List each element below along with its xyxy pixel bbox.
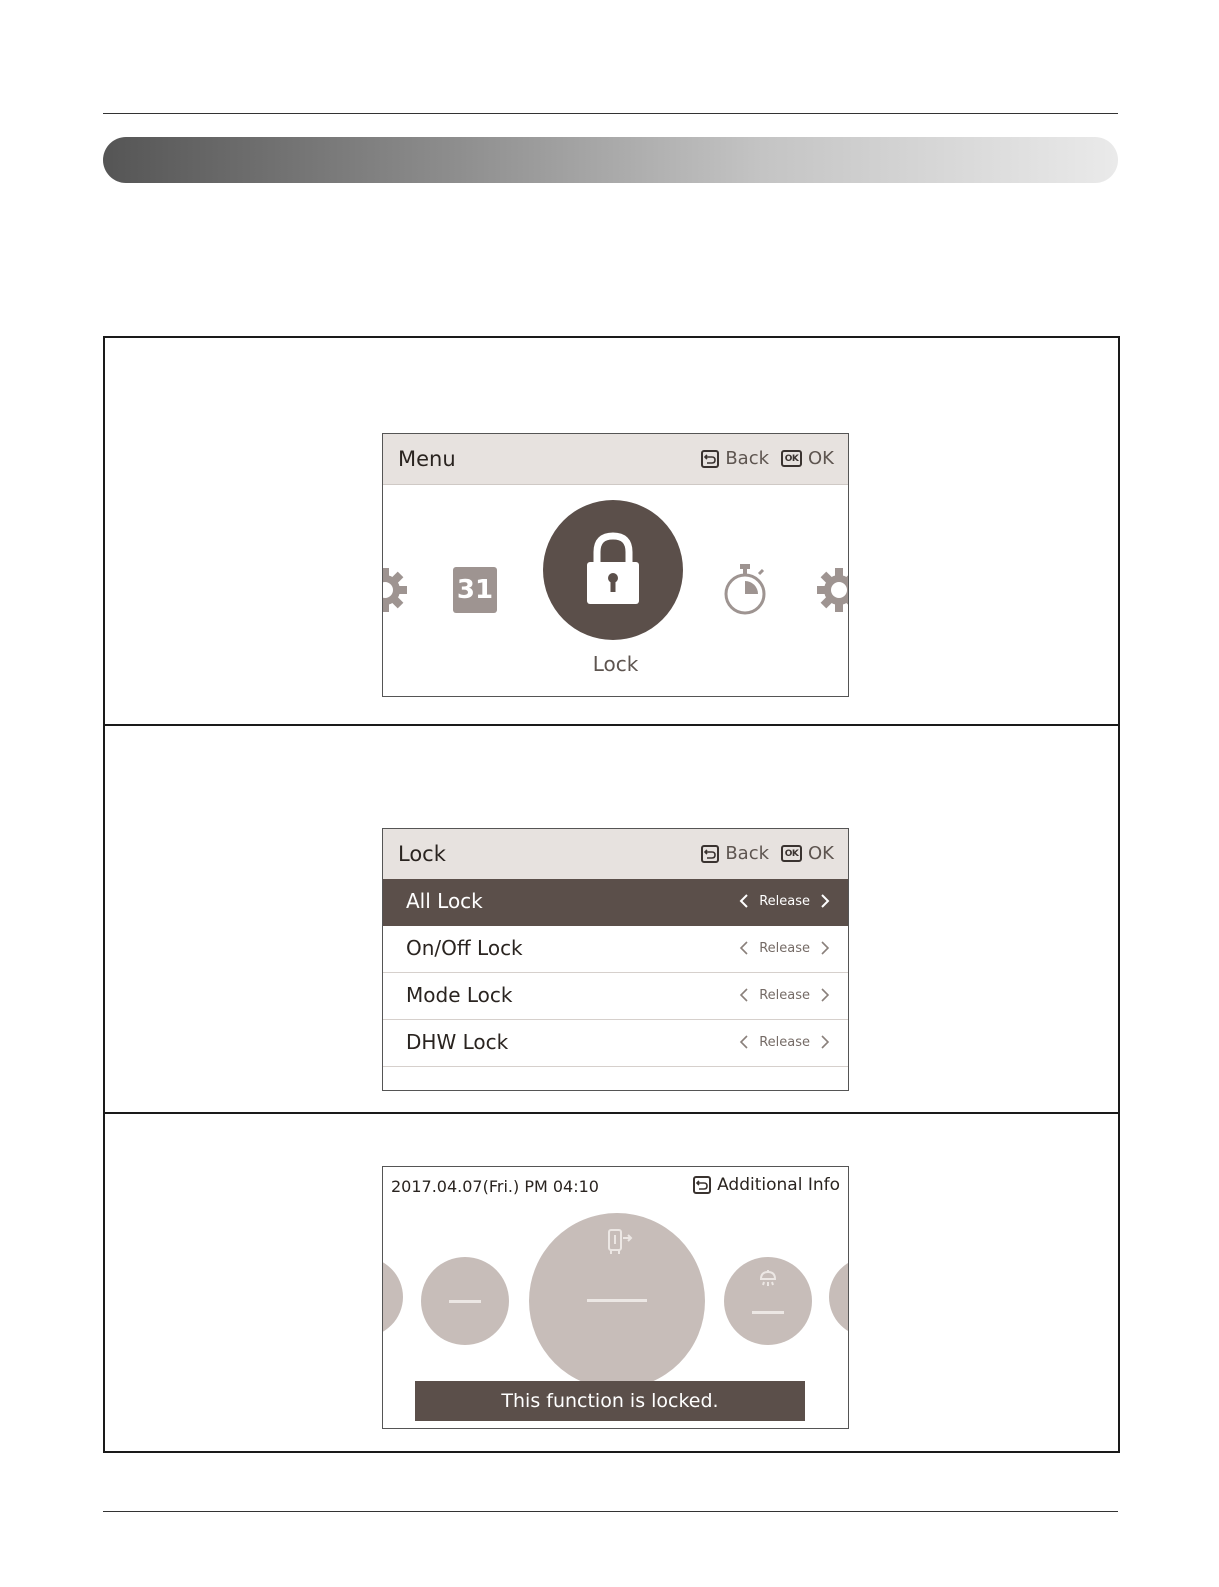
lock-row-mode-lock[interactable] bbox=[383, 973, 848, 1020]
ok-icon[interactable]: OK bbox=[781, 845, 802, 862]
back-icon[interactable] bbox=[701, 845, 719, 863]
status-bubble[interactable] bbox=[724, 1257, 812, 1345]
selected-menu-label: Lock bbox=[592, 652, 639, 676]
empty-value-dash bbox=[449, 1300, 481, 1303]
screen-title: Lock bbox=[398, 842, 446, 866]
status-bubble[interactable] bbox=[382, 1257, 403, 1337]
row-value-text: Release bbox=[759, 893, 810, 909]
menu-screen bbox=[382, 433, 849, 697]
back-icon[interactable] bbox=[693, 1176, 711, 1194]
back-label[interactable]: Back bbox=[725, 448, 770, 469]
nav-buttons bbox=[701, 843, 834, 864]
chevron-left-icon[interactable] bbox=[737, 1034, 751, 1050]
lock-row-dhw-lock[interactable] bbox=[383, 1020, 848, 1067]
row-label: DHW Lock bbox=[406, 1030, 509, 1054]
row-value bbox=[737, 893, 832, 909]
row-value-text: Release bbox=[759, 940, 810, 956]
nav-buttons bbox=[701, 448, 834, 469]
row-value bbox=[737, 1034, 832, 1050]
row-label: Mode Lock bbox=[406, 983, 513, 1007]
back-icon[interactable] bbox=[701, 450, 719, 468]
main-status-bubble[interactable] bbox=[529, 1213, 705, 1389]
step-divider bbox=[103, 724, 1120, 726]
settings-gear-icon[interactable] bbox=[815, 566, 849, 614]
lock-icon bbox=[585, 532, 641, 606]
lock-titlebar bbox=[383, 829, 848, 880]
lock-row-all-lock[interactable] bbox=[383, 879, 848, 926]
empty-value-dash bbox=[587, 1299, 647, 1302]
screen-title: Menu bbox=[398, 447, 456, 471]
ok-label[interactable]: OK bbox=[808, 843, 834, 864]
row-label: All Lock bbox=[406, 889, 483, 913]
additional-info-label[interactable]: Additional Info bbox=[717, 1175, 840, 1195]
step-divider bbox=[103, 1112, 1120, 1114]
row-value-text: Release bbox=[759, 1034, 810, 1050]
home-screen bbox=[382, 1166, 849, 1429]
chevron-right-icon[interactable] bbox=[818, 1034, 832, 1050]
ok-label[interactable]: OK bbox=[808, 448, 834, 469]
additional-info-button[interactable] bbox=[693, 1175, 840, 1195]
empty-value-dash bbox=[752, 1311, 784, 1314]
section-header-bar bbox=[103, 137, 1118, 183]
calendar-icon[interactable]: 31 bbox=[453, 567, 497, 613]
menu-titlebar bbox=[383, 434, 848, 485]
ok-icon[interactable]: OK bbox=[781, 450, 802, 467]
shower-icon bbox=[757, 1269, 779, 1291]
status-bubble[interactable] bbox=[421, 1257, 509, 1345]
row-value-text: Release bbox=[759, 987, 810, 1003]
status-bubble[interactable] bbox=[829, 1257, 849, 1337]
locked-toast: This function is locked. bbox=[415, 1381, 805, 1421]
timer-icon[interactable] bbox=[721, 562, 769, 616]
row-label: On/Off Lock bbox=[406, 936, 523, 960]
settings-gear-icon[interactable] bbox=[382, 566, 409, 614]
lock-row-on-off-lock[interactable] bbox=[383, 926, 848, 973]
chevron-right-icon[interactable] bbox=[818, 987, 832, 1003]
chevron-left-icon[interactable] bbox=[737, 893, 751, 909]
chevron-left-icon[interactable] bbox=[737, 987, 751, 1003]
lock-menu-item[interactable] bbox=[543, 500, 683, 640]
bottom-rule bbox=[103, 1511, 1118, 1512]
datetime: 2017.04.07(Fri.) PM 04:10 bbox=[391, 1177, 599, 1196]
chevron-left-icon[interactable] bbox=[737, 940, 751, 956]
lock-screen bbox=[382, 828, 849, 1091]
top-rule bbox=[103, 113, 1118, 114]
chevron-right-icon[interactable] bbox=[818, 940, 832, 956]
row-value bbox=[737, 940, 832, 956]
water-tank-icon bbox=[605, 1227, 635, 1257]
chevron-right-icon[interactable] bbox=[818, 893, 832, 909]
row-value bbox=[737, 987, 832, 1003]
back-label[interactable]: Back bbox=[725, 843, 770, 864]
